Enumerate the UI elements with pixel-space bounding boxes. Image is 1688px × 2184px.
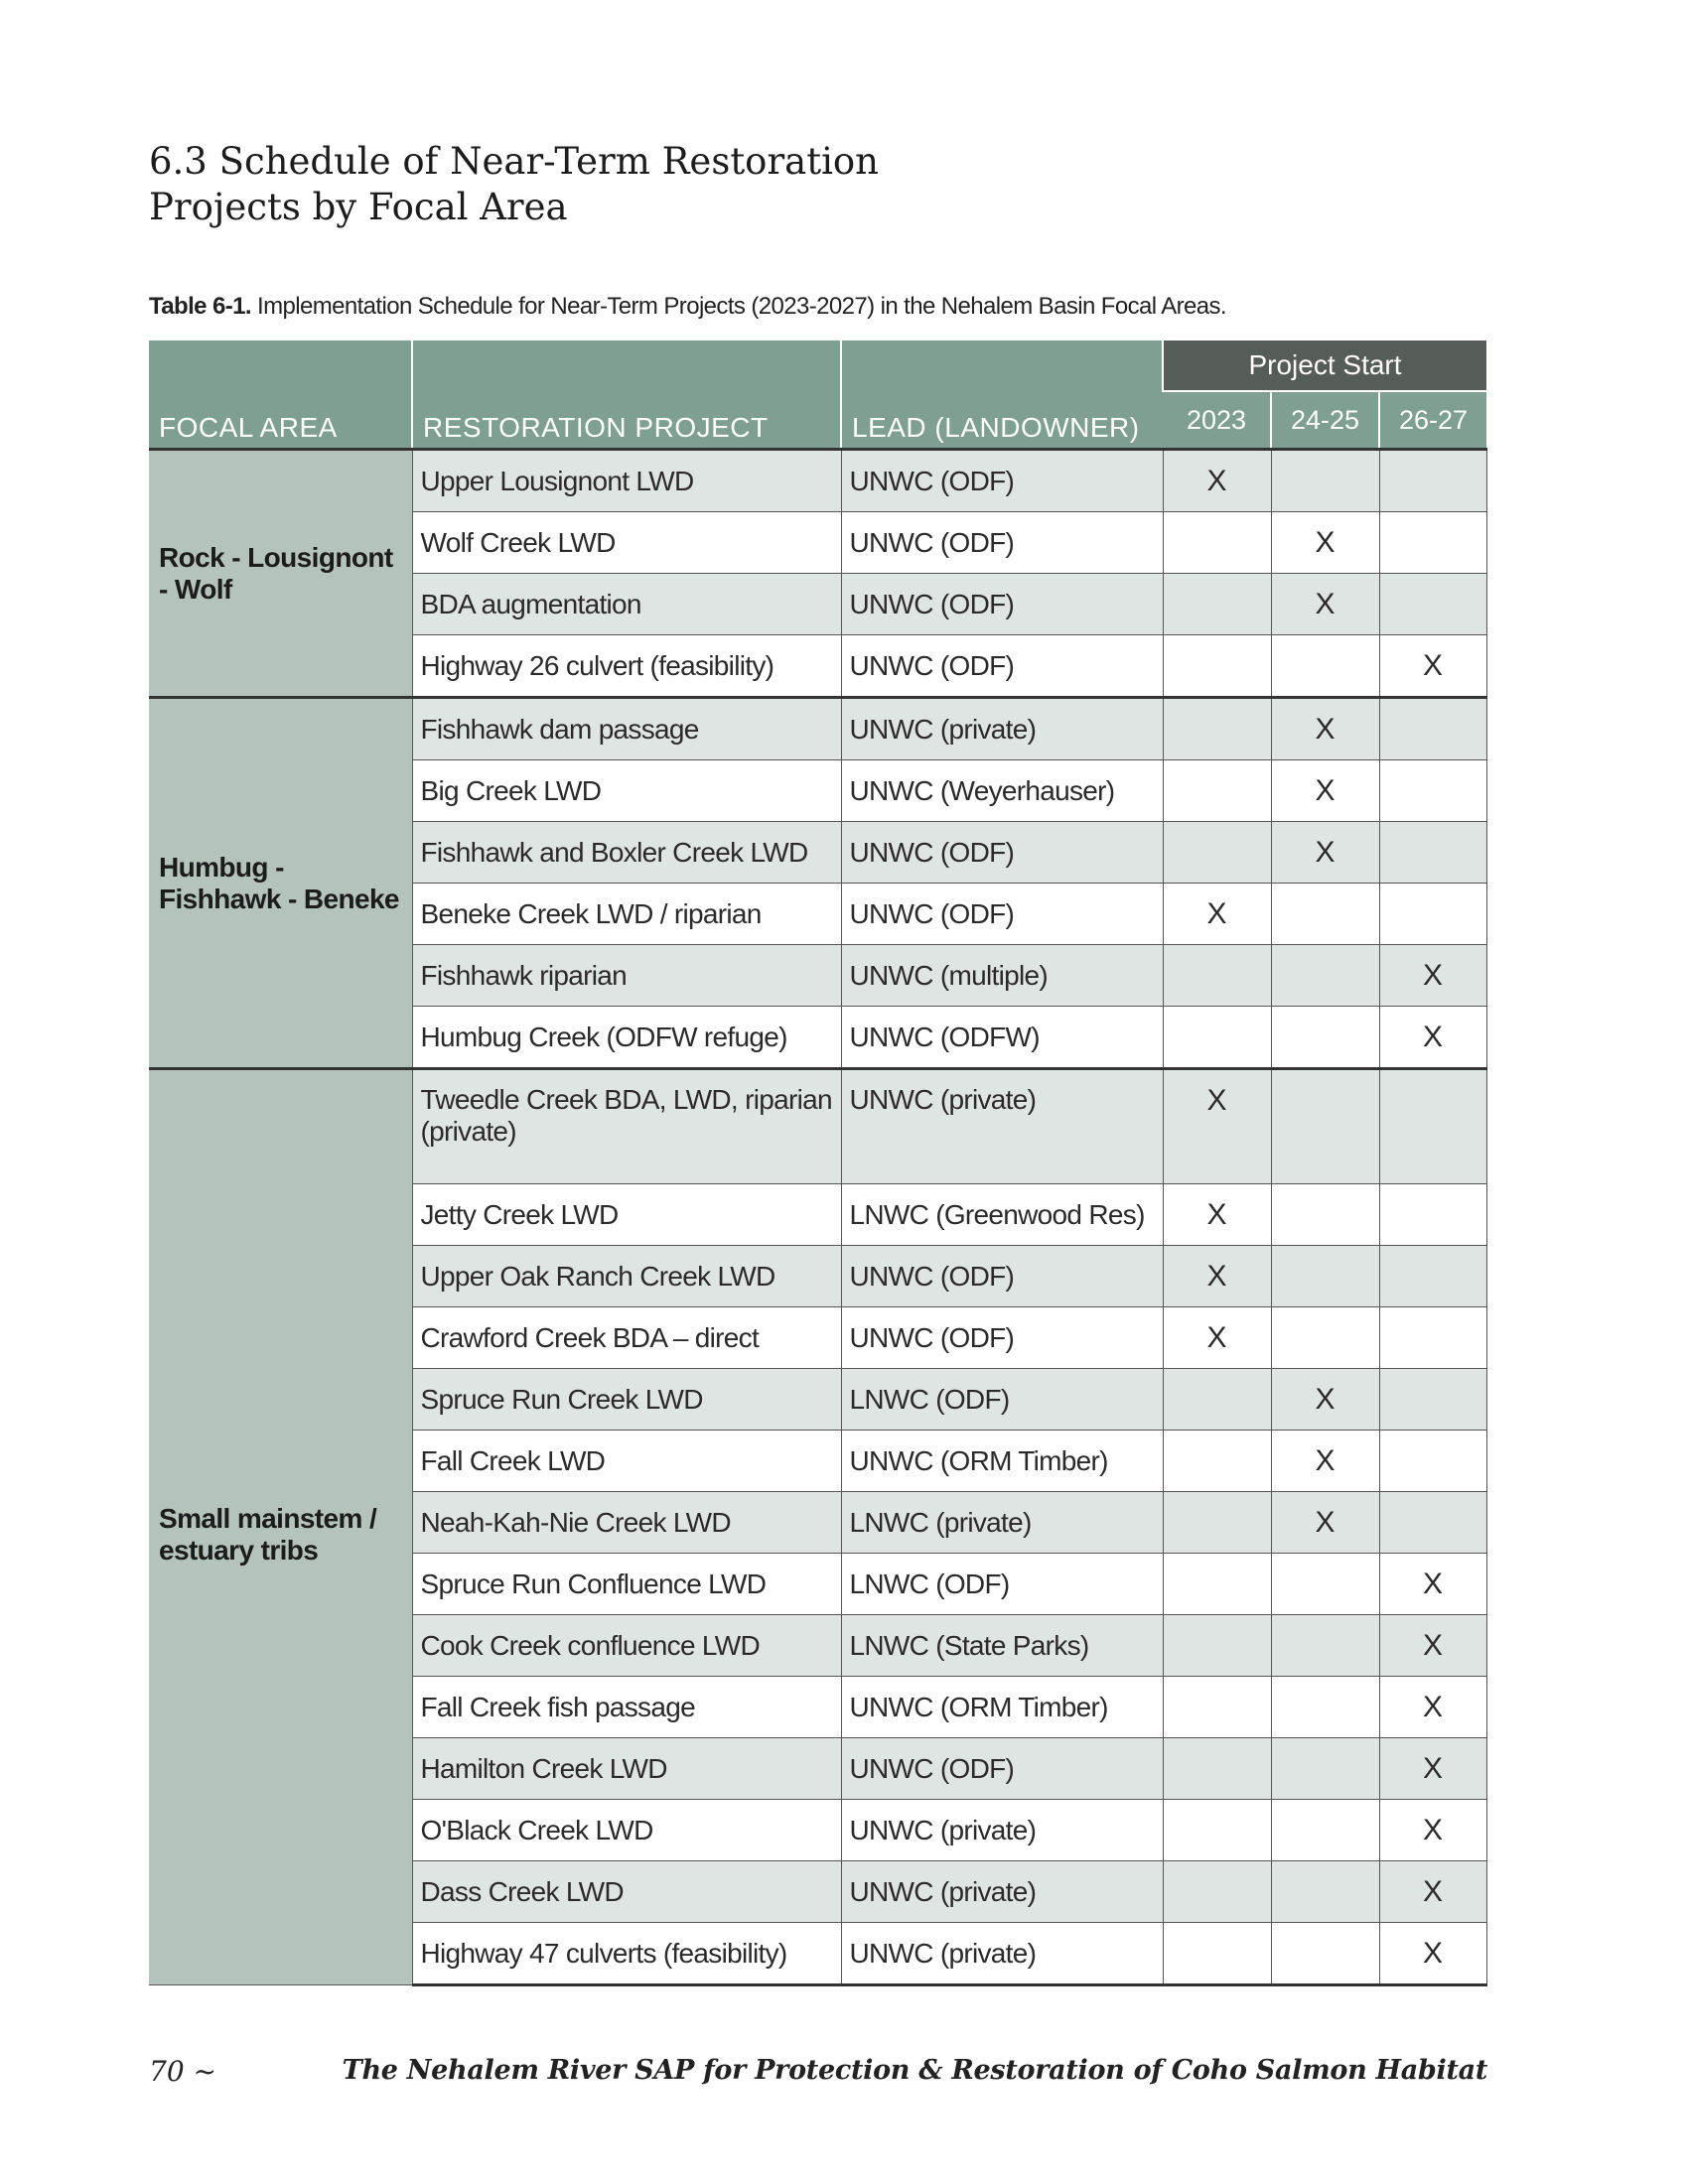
table-row	[149, 450, 1486, 512]
lead-cell: LNWC (State Parks)	[841, 1615, 1163, 1677]
schedule-mark-26-27	[1379, 512, 1486, 574]
schedule-mark-24-25	[1271, 1184, 1379, 1246]
schedule-mark-2023	[1163, 698, 1271, 760]
project-cell: Upper Lousignont LWD	[412, 450, 841, 512]
schedule-mark-24-25	[1271, 1923, 1379, 1985]
schedule-mark-26-27	[1379, 450, 1486, 512]
schedule-mark-24-25	[1271, 945, 1379, 1007]
schedule-mark-24-25: X	[1271, 760, 1379, 822]
column-header-restoration-project: RESTORATION PROJECT	[412, 341, 841, 450]
schedule-mark-2023	[1163, 635, 1271, 698]
schedule-mark-24-25	[1271, 450, 1379, 512]
schedule-mark-24-25: X	[1271, 822, 1379, 884]
project-cell: Crawford Creek BDA – direct	[412, 1307, 841, 1369]
project-cell: BDA augmentation	[412, 574, 841, 635]
schedule-mark-24-25	[1271, 1738, 1379, 1800]
schedule-mark-26-27: X	[1379, 1677, 1486, 1738]
schedule-mark-26-27: X	[1379, 1615, 1486, 1677]
project-cell: Wolf Creek LWD	[412, 512, 841, 574]
schedule-mark-2023	[1163, 1677, 1271, 1738]
section-heading-line-2: Projects by Focal Area	[149, 186, 568, 228]
schedule-mark-26-27	[1379, 1184, 1486, 1246]
lead-cell: UNWC (private)	[841, 1069, 1163, 1184]
schedule-mark-26-27	[1379, 698, 1486, 760]
schedule-mark-26-27	[1379, 1492, 1486, 1554]
column-header-year-26-27: 26-27	[1379, 391, 1486, 450]
schedule-mark-2023	[1163, 822, 1271, 884]
focal-area-cell: Humbug - Fishhawk - Beneke	[149, 698, 412, 1069]
schedule-mark-2023	[1163, 574, 1271, 635]
schedule-mark-26-27: X	[1379, 635, 1486, 698]
project-cell: Spruce Run Confluence LWD	[412, 1554, 841, 1615]
lead-cell: LNWC (private)	[841, 1492, 1163, 1554]
schedule-mark-2023: X	[1163, 1307, 1271, 1369]
lead-cell: LNWC (Greenwood Res)	[841, 1184, 1163, 1246]
schedule-mark-24-25	[1271, 884, 1379, 945]
lead-cell: LNWC (ODF)	[841, 1554, 1163, 1615]
schedule-mark-26-27	[1379, 822, 1486, 884]
project-cell: Big Creek LWD	[412, 760, 841, 822]
schedule-mark-2023: X	[1163, 884, 1271, 945]
lead-cell: UNWC (ODF)	[841, 1738, 1163, 1800]
table-caption-label: Table 6-1.	[149, 293, 251, 320]
schedule-mark-2023	[1163, 1492, 1271, 1554]
schedule-mark-26-27	[1379, 1246, 1486, 1307]
schedule-mark-2023	[1163, 1554, 1271, 1615]
schedule-mark-24-25	[1271, 1861, 1379, 1923]
project-cell: Neah-Kah-Nie Creek LWD	[412, 1492, 841, 1554]
project-cell: Dass Creek LWD	[412, 1861, 841, 1923]
lead-cell: UNWC (ODF)	[841, 884, 1163, 945]
project-cell: Humbug Creek (ODFW refuge)	[412, 1007, 841, 1069]
schedule-mark-26-27: X	[1379, 1738, 1486, 1800]
project-cell: Highway 47 culverts (feasibility)	[412, 1923, 841, 1985]
schedule-table	[149, 341, 1487, 1986]
schedule-mark-26-27	[1379, 1431, 1486, 1492]
project-cell: Fishhawk riparian	[412, 945, 841, 1007]
lead-cell: UNWC (ODF)	[841, 822, 1163, 884]
lead-cell: UNWC (private)	[841, 1861, 1163, 1923]
project-cell: Fall Creek LWD	[412, 1431, 841, 1492]
schedule-mark-2023	[1163, 760, 1271, 822]
schedule-mark-2023	[1163, 1369, 1271, 1431]
project-cell: Spruce Run Creek LWD	[412, 1369, 841, 1431]
schedule-mark-26-27: X	[1379, 1861, 1486, 1923]
schedule-mark-24-25	[1271, 1007, 1379, 1069]
schedule-mark-24-25	[1271, 1615, 1379, 1677]
lead-cell: UNWC (ODF)	[841, 450, 1163, 512]
lead-cell: LNWC (ODF)	[841, 1369, 1163, 1431]
lead-cell: UNWC (ODF)	[841, 635, 1163, 698]
lead-cell: UNWC (ORM Timber)	[841, 1677, 1163, 1738]
table-row	[149, 698, 1486, 760]
project-cell: Fishhawk dam passage	[412, 698, 841, 760]
project-cell: Fishhawk and Boxler Creek LWD	[412, 822, 841, 884]
lead-cell: UNWC (private)	[841, 1800, 1163, 1861]
project-cell: Highway 26 culvert (feasibility)	[412, 635, 841, 698]
schedule-mark-24-25	[1271, 1307, 1379, 1369]
project-cell: Beneke Creek LWD / riparian	[412, 884, 841, 945]
lead-cell: UNWC (ODF)	[841, 1307, 1163, 1369]
footer-title: The Nehalem River SAP for Protection & Restoration of Coho Salmon Habitat	[342, 2055, 1487, 2086]
table-row	[149, 1069, 1486, 1184]
schedule-mark-26-27	[1379, 1069, 1486, 1184]
schedule-mark-26-27	[1379, 1307, 1486, 1369]
lead-cell: UNWC (Weyerhauser)	[841, 760, 1163, 822]
column-header-year-24-25: 24-25	[1271, 391, 1379, 450]
schedule-mark-26-27	[1379, 1369, 1486, 1431]
schedule-mark-2023	[1163, 1431, 1271, 1492]
project-cell: Jetty Creek LWD	[412, 1184, 841, 1246]
project-cell: O'Black Creek LWD	[412, 1800, 841, 1861]
lead-cell: UNWC (ODFW)	[841, 1007, 1163, 1069]
focal-area-cell: Small mainstem / estuary tribs	[149, 1069, 412, 1985]
project-cell: Upper Oak Ranch Creek LWD	[412, 1246, 841, 1307]
schedule-mark-2023: X	[1163, 1069, 1271, 1184]
schedule-mark-24-25	[1271, 1246, 1379, 1307]
schedule-mark-24-25: X	[1271, 698, 1379, 760]
schedule-mark-24-25	[1271, 1554, 1379, 1615]
schedule-mark-2023	[1163, 1861, 1271, 1923]
schedule-mark-2023	[1163, 1923, 1271, 1985]
schedule-mark-24-25: X	[1271, 512, 1379, 574]
schedule-mark-26-27	[1379, 574, 1486, 635]
project-cell: Tweedle Creek BDA, LWD, riparian (private)	[412, 1069, 841, 1184]
table-caption-text: Implementation Schedule for Near-Term Projects (2023-2027) in the Nehalem Basin Focal Areas.	[250, 293, 1226, 320]
focal-area-cell: Rock - Lousignont - Wolf	[149, 450, 412, 698]
lead-cell: UNWC (private)	[841, 698, 1163, 760]
column-header-focal-area: FOCAL AREA	[149, 341, 412, 450]
lead-cell: UNWC (ODF)	[841, 574, 1163, 635]
lead-cell: UNWC (multiple)	[841, 945, 1163, 1007]
schedule-mark-24-25: X	[1271, 1431, 1379, 1492]
lead-cell: UNWC (ODF)	[841, 512, 1163, 574]
schedule-mark-26-27: X	[1379, 1007, 1486, 1069]
section-heading	[149, 139, 1241, 230]
schedule-mark-24-25	[1271, 1800, 1379, 1861]
schedule-mark-2023: X	[1163, 450, 1271, 512]
schedule-mark-26-27	[1379, 884, 1486, 945]
schedule-mark-2023	[1163, 1738, 1271, 1800]
schedule-mark-24-25: X	[1271, 1369, 1379, 1431]
schedule-mark-24-25: X	[1271, 574, 1379, 635]
lead-cell: UNWC (ODF)	[841, 1246, 1163, 1307]
schedule-mark-26-27: X	[1379, 1800, 1486, 1861]
schedule-mark-26-27: X	[1379, 1554, 1486, 1615]
project-cell: Cook Creek confluence LWD	[412, 1615, 841, 1677]
column-header-project-start: Project Start	[1163, 341, 1486, 391]
project-cell: Fall Creek fish passage	[412, 1677, 841, 1738]
schedule-mark-2023	[1163, 945, 1271, 1007]
project-cell: Hamilton Creek LWD	[412, 1738, 841, 1800]
section-heading-line-1: 6.3 Schedule of Near-Term Restoration	[149, 140, 880, 183]
schedule-mark-24-25	[1271, 1069, 1379, 1184]
schedule-mark-26-27	[1379, 760, 1486, 822]
schedule-mark-2023: X	[1163, 1246, 1271, 1307]
schedule-mark-26-27: X	[1379, 1923, 1486, 1985]
schedule-mark-24-25: X	[1271, 1492, 1379, 1554]
page-number: 70 ~	[149, 2055, 216, 2088]
lead-cell: UNWC (ORM Timber)	[841, 1431, 1163, 1492]
schedule-mark-2023	[1163, 1800, 1271, 1861]
schedule-mark-2023	[1163, 1615, 1271, 1677]
table-header-row	[149, 341, 1486, 391]
schedule-mark-26-27: X	[1379, 945, 1486, 1007]
schedule-mark-2023: X	[1163, 1184, 1271, 1246]
schedule-mark-24-25	[1271, 635, 1379, 698]
schedule-mark-2023	[1163, 512, 1271, 574]
column-header-year-2023: 2023	[1163, 391, 1271, 450]
table-caption	[149, 293, 1489, 321]
schedule-mark-2023	[1163, 1007, 1271, 1069]
column-header-lead: LEAD (LANDOWNER)	[841, 341, 1163, 450]
schedule-mark-24-25	[1271, 1677, 1379, 1738]
lead-cell: UNWC (private)	[841, 1923, 1163, 1985]
